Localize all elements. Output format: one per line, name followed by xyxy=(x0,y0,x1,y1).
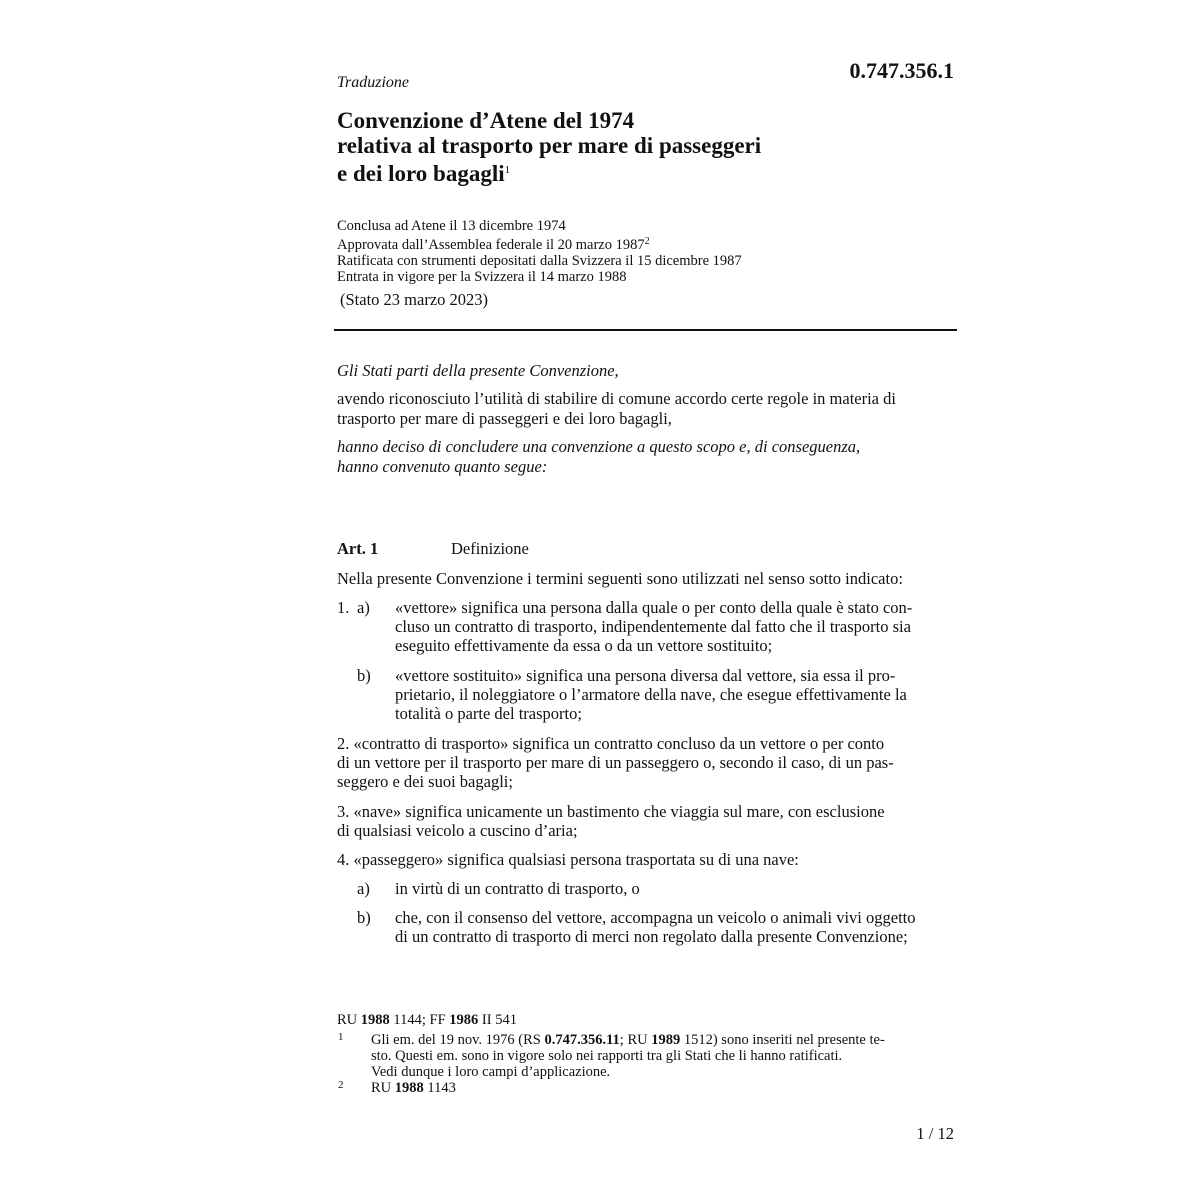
meta-in-force: Entrata in vigore per la Svizzera il 14 marzo 1988 xyxy=(337,269,627,285)
preamble-parties: Gli Stati parti della presente Convenzione, xyxy=(337,361,619,380)
meta-concluded: Conclusa ad Atene il 13 dicembre 1974 xyxy=(337,218,566,234)
preamble-decision-line-1: hanno deciso di concludere una convenzione a questo scopo e, di conseguenza, xyxy=(337,437,861,456)
item-1b-line-3: totalità o parte del trasporto; xyxy=(395,704,582,723)
status-date: (Stato 23 marzo 2023) xyxy=(340,290,489,309)
source-ru-label: RU xyxy=(337,1012,358,1028)
fn1-ru-year: 1989 xyxy=(651,1032,681,1048)
footnote-1-line-2: sto. Questi em. sono in vigore solo nei rapporti tra gli Stati che li hanno ratificati. xyxy=(371,1048,843,1064)
item-1a-line-3: eseguito effettivamente da essa o da un vettore sostituito; xyxy=(395,636,773,655)
footnote-source xyxy=(337,1012,517,1028)
item-4b-line-2: di un contratto di trasporto di merci non regolato dalla presente Convenzione; xyxy=(395,927,908,946)
source-ru-page: 1144; FF xyxy=(393,1012,446,1028)
source-ff-year: 1986 xyxy=(449,1012,479,1028)
item-1b-line-2: prietario, il noleggiatore o l’armatore della nave, che esegue effettivamente la xyxy=(395,685,907,704)
meta-ratified: Ratificata con strumenti depositati dalla Svizzera il 15 dicembre 1987 xyxy=(337,253,742,269)
item-1a-line-1: «vettore» significa una persona dalla quale o per conto della quale è stato con- xyxy=(395,598,913,617)
item-3-line-2: di qualsiasi veicolo a cuscino d’aria; xyxy=(337,821,578,840)
fn1-post: 1512) sono inseriti nel presente te- xyxy=(683,1032,885,1048)
footnote-ref-2[interactable]: 2 xyxy=(644,236,650,247)
article-heading: Definizione xyxy=(451,539,529,558)
item-4b-label: b) xyxy=(357,908,371,927)
title-line-2: relativa al trasporto per mare di passeggeri xyxy=(337,133,762,158)
sr-number: 0.747.356.1 xyxy=(849,58,954,83)
article-intro: Nella presente Convenzione i termini seguenti sono utilizzati nel senso sotto indicato: xyxy=(337,569,903,588)
document-title xyxy=(337,108,761,186)
fn1-pre: Gli em. del 19 nov. 1976 (RS xyxy=(371,1032,541,1048)
item-2-line-1: 2. «contratto di trasporto» significa un contratto concluso da un vettore o per conto xyxy=(337,734,885,753)
item-1b-label: b) xyxy=(357,666,371,685)
title-line-3: e dei loro bagagli xyxy=(337,161,505,186)
fn1-mid: ; RU xyxy=(619,1032,648,1048)
footnote-1-mark: 1 xyxy=(338,1031,344,1043)
item-4-line-1: 4. «passeggero» significa qualsiasi persona trasportata su di una nave: xyxy=(337,850,799,869)
adoption-metadata xyxy=(337,218,742,285)
header-divider xyxy=(334,329,957,331)
source-ff-rest: II 541 xyxy=(481,1012,517,1028)
footnote-2-mark: 2 xyxy=(338,1079,344,1091)
item-3-line-1: 3. «nave» significa unicamente un bastimento che viaggia sul mare, con esclusione xyxy=(337,802,885,821)
item-4a-line-1: in virtù di un contratto di trasporto, o xyxy=(395,879,640,898)
item-1-number: 1. xyxy=(337,598,350,617)
item-1a-label: a) xyxy=(357,598,370,617)
title-line-1: Convenzione d’Atene del 1974 xyxy=(337,108,635,133)
fn2-ru-label: RU xyxy=(371,1080,392,1096)
item-1b-line-1: «vettore sostituito» significa una persona diversa dal vettore, sia essa il pro- xyxy=(395,666,896,685)
fn2-page: 1143 xyxy=(427,1080,456,1096)
item-4b-line-1: che, con il consenso del vettore, accompagna un veicolo o animali vivi oggetto xyxy=(395,908,916,927)
page-number: 1 / 12 xyxy=(916,1124,954,1143)
meta-approved: Approvata dall’Assemblea federale il 20 marzo 1987 xyxy=(337,237,645,253)
preamble-decision-line-2: hanno convenuto quanto segue: xyxy=(337,457,548,476)
fn1-rs-number: 0.747.356.11 xyxy=(544,1032,620,1048)
footnote-ref-1[interactable]: 1 xyxy=(504,164,511,176)
item-2-line-2: di un vettore per il trasporto per mare di un passeggero o, secondo il caso, di un pas- xyxy=(337,753,894,772)
item-2-line-3: seggero e dei suoi bagagli; xyxy=(337,772,513,791)
preamble-recital-line-1: avendo riconosciuto l’utilità di stabilire di comune accordo certe regole in materia di xyxy=(337,389,896,408)
article-number: Art. 1 xyxy=(337,539,379,558)
source-ru-year: 1988 xyxy=(360,1012,390,1028)
footnote-2-line xyxy=(371,1080,456,1096)
footnote-1-line-3: Vedi dunque i loro campi d’applicazione. xyxy=(371,1064,611,1080)
preamble-recital-line-2: trasporto per mare di passeggeri e dei loro bagagli, xyxy=(337,409,672,428)
fn2-year: 1988 xyxy=(394,1080,424,1096)
item-1a-line-2: cluso un contratto di trasporto, indipendentemente dal fatto che il trasporto sia xyxy=(395,617,911,636)
translation-label: Traduzione xyxy=(337,74,410,91)
item-4a-label: a) xyxy=(357,879,370,898)
footnote-1-line-1 xyxy=(371,1032,885,1048)
